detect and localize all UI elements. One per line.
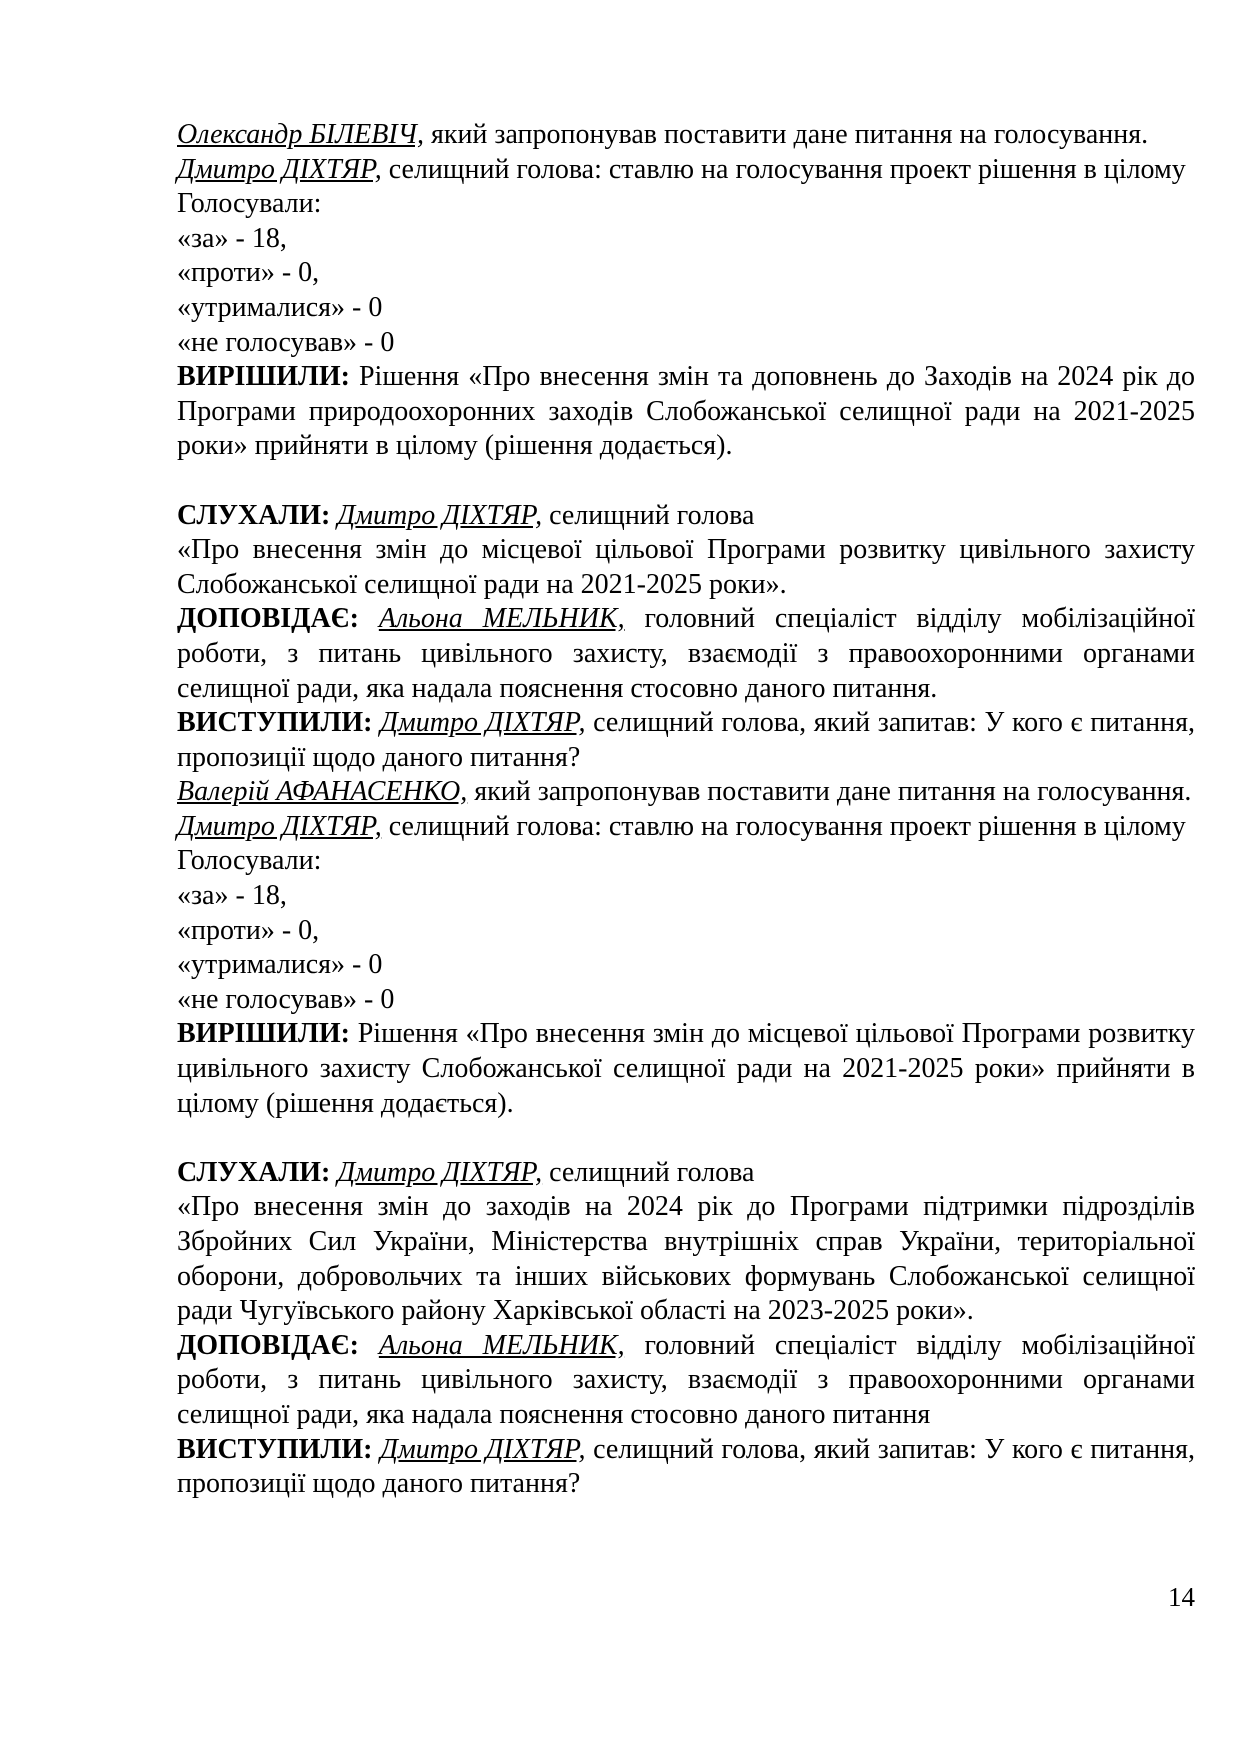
paragraph [177, 1017, 1195, 1121]
text-run: «проти» - 0, [177, 914, 320, 946]
text-run: селищний голова [542, 499, 755, 531]
paragraph [177, 326, 1195, 361]
paragraph [177, 499, 1195, 534]
person-name: Альона МЕЛЬНИК, [378, 1329, 625, 1361]
person-name: Дмитро ДІХТЯР, [177, 810, 382, 842]
text-run [359, 1330, 379, 1361]
paragraph-spacer [177, 1121, 1195, 1156]
text-run: «Про внесення змін до місцевої цільової Програми розвитку цивільного захисту Слобожанської селищної ради на 2021-2025 роки». [177, 534, 1195, 600]
paragraph [177, 983, 1195, 1018]
paragraph [177, 1433, 1195, 1502]
paragraph [177, 914, 1195, 949]
paragraph [177, 948, 1195, 983]
text-run: Рішення «Про внесення змін та доповнень до Заходів на 2024 рік до Програми природоохоронних заходів Слобожанської селищної ради на 2021-2025 роки» прийняти в цілому (рішення додається). [177, 361, 1195, 462]
text-run: «утрималися» - 0 [177, 949, 383, 981]
section-keyword: СЛУХАЛИ: [177, 499, 331, 531]
text-run: Голосували: [177, 845, 322, 877]
paragraph [177, 1329, 1195, 1433]
text-run: «не голосував» - 0 [177, 326, 395, 358]
text-run: «проти» - 0, [177, 257, 320, 289]
person-name: Дмитро ДІХТЯР, [177, 153, 382, 185]
paragraph [177, 706, 1195, 775]
paragraph [177, 1156, 1195, 1191]
paragraph [177, 291, 1195, 326]
person-name: Альона МЕЛЬНИК, [378, 603, 625, 635]
paragraph [177, 533, 1195, 602]
paragraph-spacer [177, 464, 1195, 499]
paragraph [177, 222, 1195, 257]
person-name: Дмитро ДІХТЯР, [337, 499, 543, 531]
text-run: «Про внесення змін до заходів на 2024 рік до Програми підтримки підрозділів Збройних Сил України, Міністерства внутрішніх справ України, територіальної оборони, добровольчих та інших військових формувань Слобожанської селищної ради Чугуївського району Харківської області на 2023-2025 роки». [177, 1191, 1195, 1327]
paragraph [177, 602, 1195, 706]
section-keyword: ВИСТУПИЛИ: [177, 1433, 373, 1465]
section-keyword: ВИРІШИЛИ: [177, 361, 350, 393]
text-run: «утрималися» - 0 [177, 291, 383, 323]
text-run: головний спеціаліст відділу мобілізаційної роботи, з питань цивільного захисту, взаємодії з правоохоронними органами селищної ради, яка надала пояснення стосовно даного питання [177, 1329, 1196, 1430]
paragraph [177, 844, 1195, 879]
text-run [372, 707, 380, 738]
text-run: селищний голова [542, 1156, 755, 1188]
text-run: селищний голова: ставлю на голосування проект рішення в цілому [381, 810, 1186, 842]
section-keyword: ВИРІШИЛИ: [177, 1018, 350, 1050]
paragraph [177, 118, 1195, 153]
section-keyword: ВИСТУПИЛИ: [177, 707, 373, 739]
text-run: селищний голова: ставлю на голосування проект рішення в цілому [381, 153, 1186, 185]
text-run: який запропонував поставити дане питання на голосування. [423, 119, 1149, 150]
paragraph [177, 360, 1195, 464]
text-run [359, 603, 379, 634]
person-name: Валерій АФАНАСЕНКО, [177, 776, 468, 808]
paragraph [177, 1190, 1195, 1328]
person-name: Дмитро ДІХТЯР, [380, 707, 586, 739]
paragraph [177, 153, 1195, 188]
text-run: який запропонував поставити дане питання на голосування. [467, 776, 1192, 808]
text-run [372, 1434, 380, 1465]
section-keyword: ДОПОВІДАЄ: [177, 1329, 359, 1361]
text-run: «за» - 18, [177, 880, 287, 912]
paragraph [177, 256, 1195, 291]
page-number: 14 [1168, 1582, 1195, 1612]
paragraph [177, 810, 1195, 845]
document-page [177, 118, 1195, 1502]
person-name: Дмитро ДІХТЯР, [380, 1433, 586, 1465]
text-run: Голосували: [177, 188, 322, 220]
text-run: головний спеціаліст відділу мобілізаційної роботи, з питань цивільного захисту, взаємодії з правоохоронними органами селищної ради, яка надала пояснення стосовно даного питання. [177, 603, 1196, 704]
paragraph [177, 775, 1195, 810]
paragraph [177, 879, 1195, 914]
text-run: Рішення «Про внесення змін до місцевої цільової Програми розвитку цивільного захисту Слобожанської селищної ради на 2021-2025 роки» прийняти в цілому (рішення додається). [177, 1018, 1195, 1119]
section-keyword: СЛУХАЛИ: [177, 1156, 331, 1188]
person-name: Олександр БІЛЕВІЧ, [177, 119, 424, 150]
person-name: Дмитро ДІХТЯР, [337, 1156, 543, 1188]
text-run: «не голосував» - 0 [177, 983, 395, 1015]
text-run: селищний голова, який запитав: У кого є питання, пропозиції щодо даного питання? [177, 1433, 1196, 1500]
document-body [177, 118, 1195, 1502]
text-run: «за» - 18, [177, 222, 287, 254]
text-run: селищний голова, який запитав: У кого є питання, пропозиції щодо даного питання? [177, 707, 1196, 773]
paragraph [177, 187, 1195, 222]
section-keyword: ДОПОВІДАЄ: [177, 603, 359, 635]
